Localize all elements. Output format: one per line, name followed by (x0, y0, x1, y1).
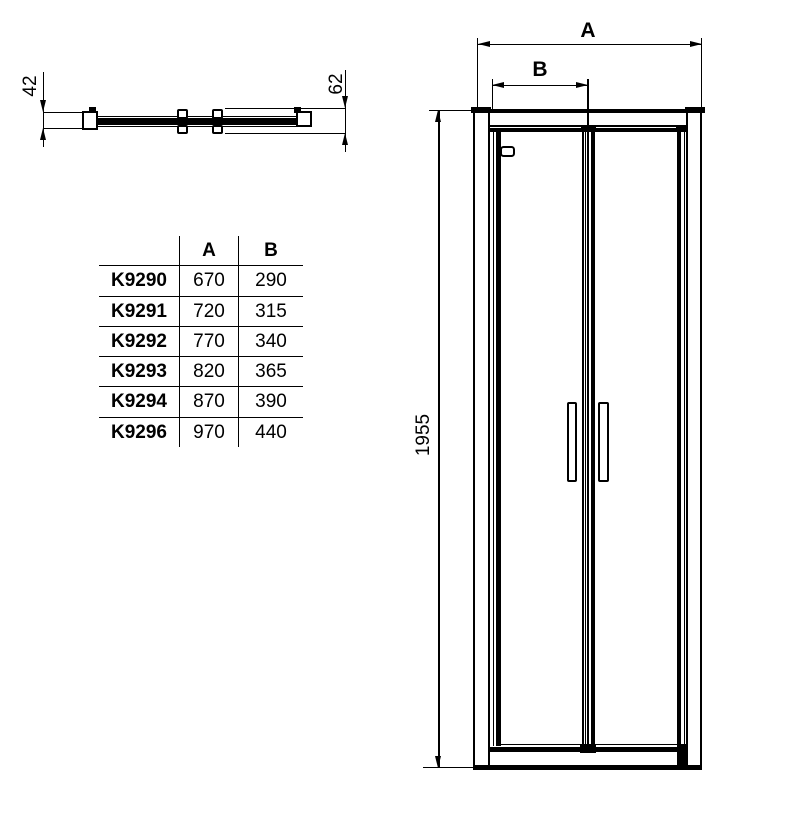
table-row (99, 418, 303, 447)
right-door-stile (677, 132, 682, 747)
extension-line-a-right (701, 38, 703, 107)
a-value-cell: 720 (179, 297, 238, 326)
panel-core-bar (97, 118, 296, 125)
bottom-frame-line (473, 765, 702, 770)
b-value-cell: 365 (238, 357, 303, 386)
header-b-cell: B (238, 236, 303, 265)
b-value-cell: 390 (238, 387, 303, 416)
arrowhead-down-42 (40, 100, 46, 112)
a-value-cell: 770 (179, 327, 238, 356)
clamp-block-1-top (177, 109, 189, 119)
table-row (99, 357, 303, 387)
clamp-block-2-bottom (212, 125, 224, 135)
dimension-line-1955 (438, 110, 440, 768)
extension-line-a-left (477, 38, 479, 107)
arrowhead-left-b (492, 82, 504, 88)
header-model-cell (99, 236, 179, 265)
arrowhead-up-42 (40, 128, 46, 140)
size-table (99, 236, 303, 447)
left-wall-bracket (82, 111, 98, 130)
center-fold-line-2 (585, 132, 586, 747)
right-wall-cap (685, 107, 705, 114)
a-value-cell: 870 (179, 387, 238, 416)
center-fold-line-3 (587, 132, 589, 747)
dim-label-42: 42 (20, 75, 41, 97)
b-value-cell: 315 (238, 297, 303, 326)
right-wall-profile-inner (686, 113, 688, 769)
dim-label-b: B (532, 58, 548, 81)
dimension-line-a (478, 44, 702, 46)
b-value-cell: 340 (238, 327, 303, 356)
table-row (99, 327, 303, 357)
top-center-pivot-block (581, 125, 596, 132)
model-cell: K9291 (111, 300, 167, 322)
glass-edge-top-line (97, 116, 296, 117)
arrowhead-right-b (576, 82, 588, 88)
a-value-cell: 820 (179, 357, 238, 386)
right-wall-profile-outer (700, 113, 703, 769)
right-door-handle (598, 402, 609, 482)
extension-line-62-bottom (225, 133, 345, 135)
right-door-thin-line (684, 132, 686, 747)
center-fold-line-1 (582, 132, 584, 747)
dimension-line-b (492, 85, 588, 87)
center-fold-stile (591, 132, 596, 747)
model-cell: K9292 (111, 330, 167, 352)
arrowhead-down-1955 (435, 756, 441, 768)
model-cell: K9296 (111, 421, 167, 443)
left-door-handle (567, 402, 578, 482)
clamp-block-2-top (212, 109, 224, 119)
top-right-pivot-block (676, 125, 688, 132)
glass-edge-bottom-line (97, 126, 296, 127)
arrowhead-left-a (478, 41, 490, 47)
a-value-cell: 970 (179, 418, 238, 447)
left-door-hinge-stile (496, 132, 501, 747)
b-value-cell: 440 (238, 418, 303, 447)
top-frame-outer-line (489, 109, 687, 113)
arrowhead-up-62 (342, 133, 348, 145)
model-cell: K9290 (111, 270, 167, 292)
right-end-cap (296, 111, 313, 127)
a-value-cell: 670 (179, 266, 238, 295)
arrowhead-up-1955 (435, 110, 441, 122)
left-wall-profile-outer (473, 113, 475, 769)
extension-line-42-top (43, 112, 83, 114)
table-row (99, 297, 303, 327)
model-cell: K9294 (111, 391, 167, 413)
extension-line-62-top (225, 108, 345, 110)
extension-line-1955-bottom (423, 767, 476, 769)
table-row (99, 387, 303, 417)
left-door-hinge-thin-line (493, 132, 495, 747)
dim-label-62: 62 (326, 73, 347, 95)
bottom-rail-thin-line (496, 744, 681, 746)
clamp-block-1-bottom (177, 125, 189, 135)
door-latch-knob (500, 146, 515, 157)
extension-line-b-left (492, 79, 494, 111)
extension-line-b-right (587, 79, 589, 128)
extension-line-42-bottom (43, 128, 83, 130)
b-value-cell: 290 (238, 266, 303, 295)
dim-label-a: A (580, 19, 596, 42)
table-header-row (99, 236, 303, 266)
header-a-cell: A (179, 236, 238, 265)
dim-label-1955: 1955 (413, 413, 434, 457)
bottom-rail (490, 747, 687, 752)
model-cell: K9293 (111, 361, 167, 383)
left-wall-profile-inner (488, 113, 490, 769)
table-row (99, 266, 303, 296)
